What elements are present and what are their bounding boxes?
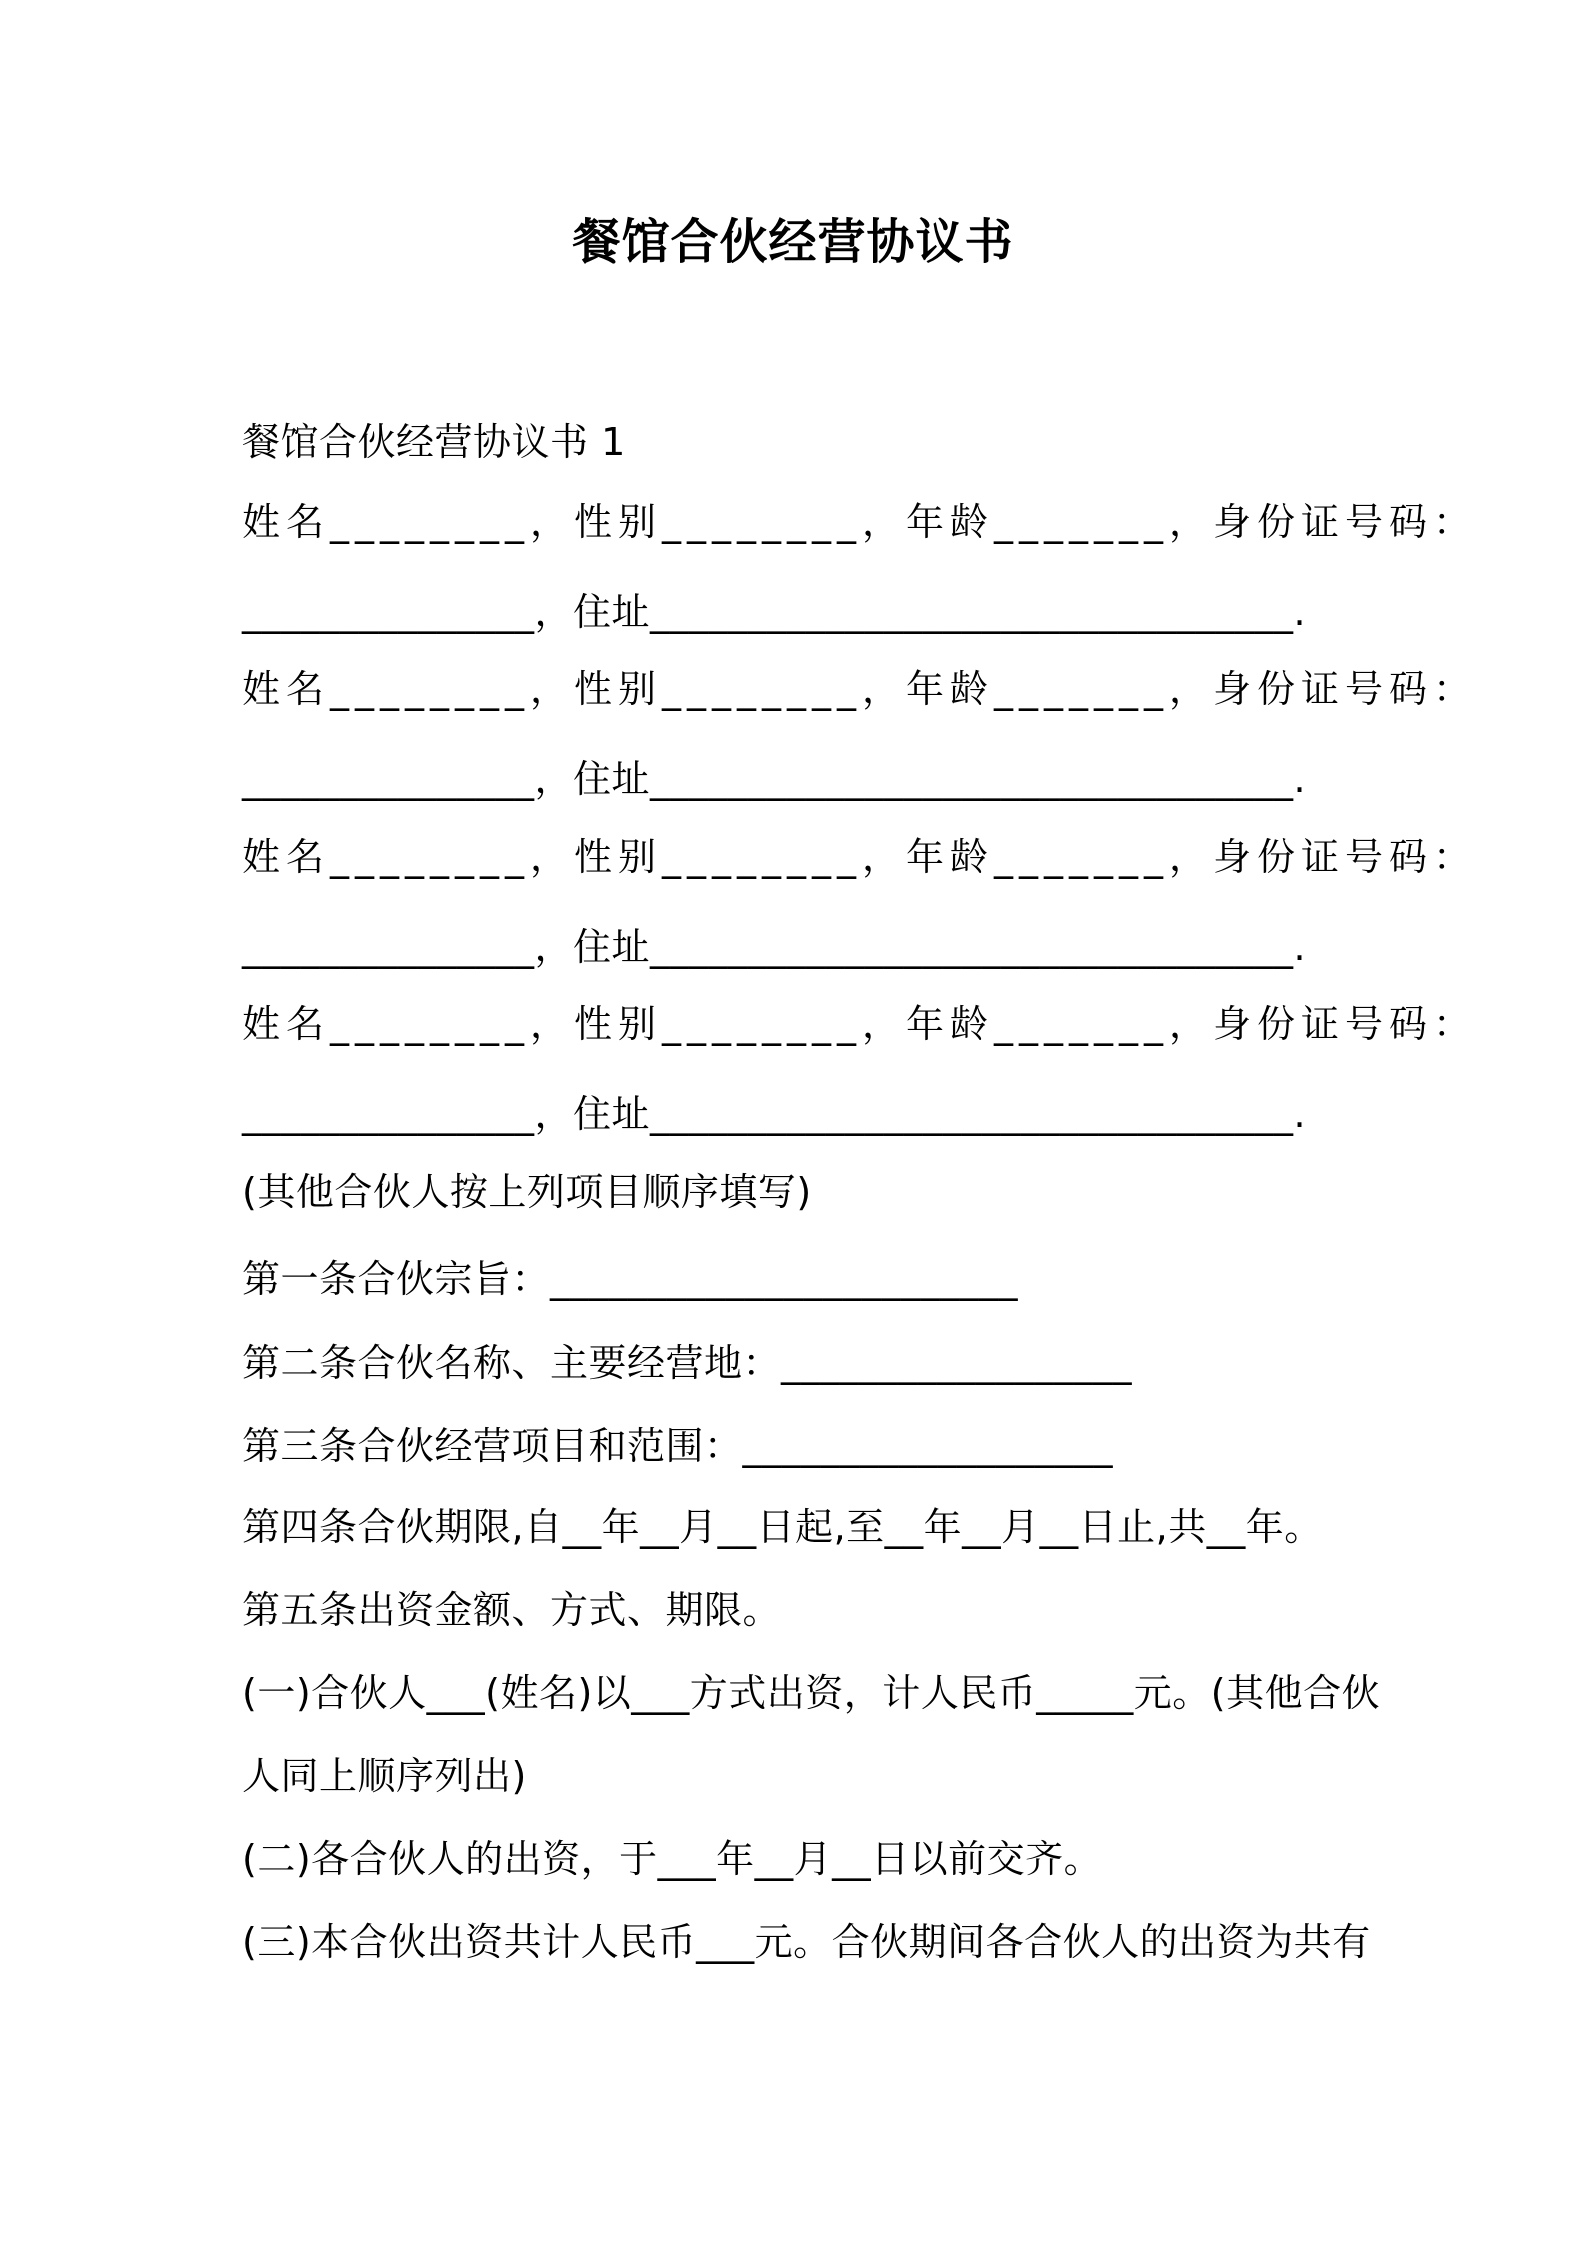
partner-3-address-line: _______________，住址_________________________________. — [242, 925, 1307, 969]
document-title: 餐馆合伙经营协议书 — [572, 214, 1014, 270]
article-3: 第三条合伙经营项目和范围：___________________ — [242, 1424, 1114, 1468]
article-5-item-1: (一)合伙人___(姓名)以___方式出资，计人民币_____元。(其他合伙 — [242, 1671, 1381, 1715]
partner-1-info-line: 姓名________，性别________，年龄_______，身份证号码： — [242, 500, 1478, 544]
other-partners-note: (其他合伙人按上列项目顺序填写) — [242, 1170, 812, 1214]
subtitle: 餐馆合伙经营协议书 1 — [242, 420, 626, 464]
partner-4-address-line: _______________，住址_________________________________. — [242, 1092, 1307, 1136]
article-4: 第四条合伙期限,自__年__月__日起,至__年__月__日止,共__年。 — [242, 1505, 1323, 1549]
article-5-item-2: (二)各合伙人的出资，于___年__月__日以前交齐。 — [242, 1837, 1103, 1881]
article-1: 第一条合伙宗旨：________________________ — [242, 1257, 1019, 1301]
partner-2-info-line: 姓名________，性别________，年龄_______，身份证号码： — [242, 667, 1478, 711]
article-5-item-3: (三)本合伙出资共计人民币___元。合伙期间各合伙人的出资为共有 — [242, 1920, 1371, 1964]
partner-3-info-line: 姓名________，性别________，年龄_______，身份证号码： — [242, 835, 1478, 879]
article-2: 第二条合伙名称、主要经营地：__________________ — [242, 1341, 1133, 1385]
article-5-item-1-cont: 人同上顺序列出) — [242, 1754, 527, 1798]
partner-4-info-line: 姓名________，性别________，年龄_______，身份证号码： — [242, 1002, 1478, 1046]
partner-1-address-line: _______________，住址_________________________________. — [242, 590, 1307, 634]
article-5: 第五条出资金额、方式、期限。 — [242, 1588, 782, 1632]
partner-2-address-line: _______________，住址_________________________________. — [242, 757, 1307, 801]
